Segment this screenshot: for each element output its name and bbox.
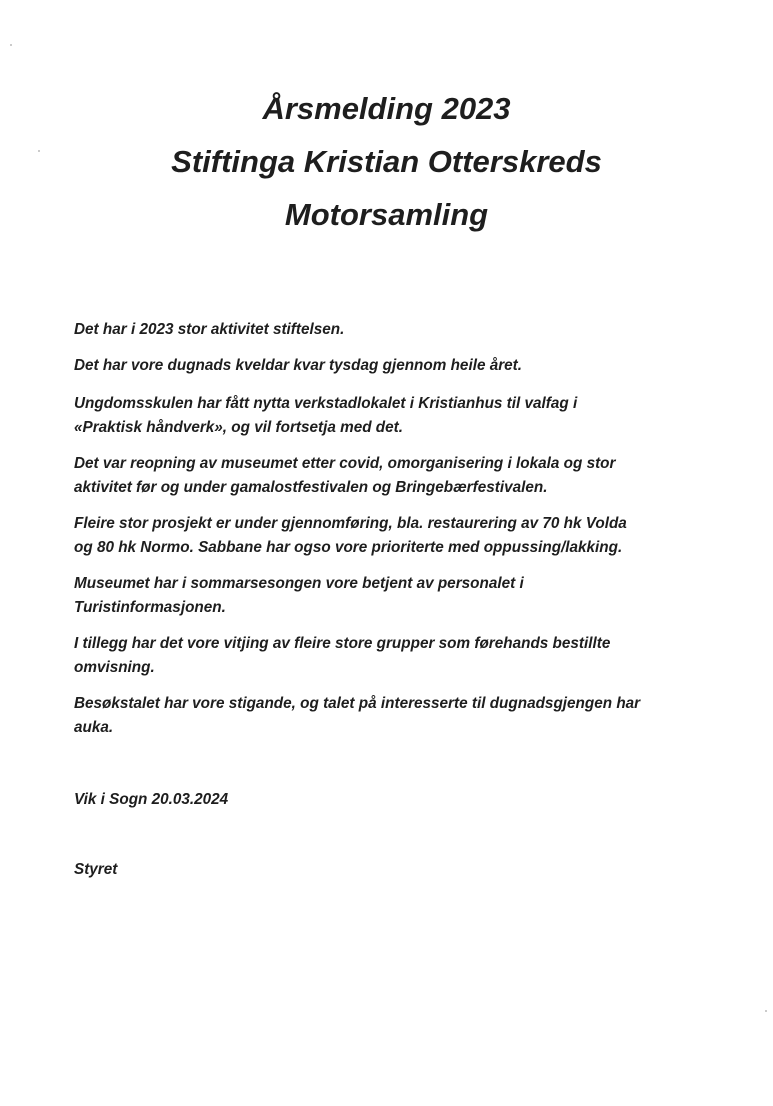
paragraph-1 — [74, 318, 714, 342]
paragraph-line: I tillegg har det vore vitjing av fleire store grupper som førehands bestillte — [74, 635, 611, 652]
paragraph-line: «Praktisk håndverk», og vil fortsetja med det. — [74, 419, 404, 436]
paragraph-line: Fleire stor prosjekt er under gjennomføring, bla. restaurering av 70 hk Volda — [74, 515, 627, 532]
paragraph-4 — [74, 452, 714, 500]
paragraph-line: Museumet har i sommarsesongen vore betjent av personalet i — [74, 575, 524, 592]
paragraph-line: og 80 hk Normo. Sabbane har ogso vore prioriterte med oppussing/lakking. — [74, 539, 623, 556]
paragraph-line: Ungdomsskulen har fått nytta verkstadlokalet i Kristianhus til valfag i — [74, 395, 578, 412]
paragraph-2 — [74, 354, 714, 378]
document-title — [0, 82, 773, 241]
paragraph-line: aktivitet før og under gamalostfestivalen og Bringebærfestivalen. — [74, 479, 548, 496]
paragraph-line: omvisning. — [74, 659, 155, 676]
paragraph-3 — [74, 392, 714, 440]
title-line-3: Motorsamling — [284, 197, 489, 232]
paragraph-5 — [74, 512, 714, 560]
title-line-2: Stiftinga Kristian Otterskreds — [171, 144, 602, 179]
paragraph-line: Turistinformasjonen. — [74, 599, 226, 616]
place-date: Vik i Sogn 20.03.2024 — [74, 791, 229, 808]
paragraph-line: Det har vore dugnads kveldar kvar tysdag gjennom heile året. — [74, 357, 523, 374]
paragraph-8 — [74, 692, 714, 740]
paragraph-6 — [74, 572, 714, 620]
title-line-1: Årsmelding 2023 — [262, 91, 511, 126]
paragraph-line: Det var reopning av museumet etter covid, omorganisering i lokala og stor — [74, 455, 616, 472]
scan-speck — [765, 1010, 767, 1012]
scan-speck — [10, 44, 12, 46]
paragraph-line: Det har i 2023 stor aktivitet stiftelsen. — [74, 321, 345, 338]
signature: Styret — [74, 861, 118, 878]
paragraph-7 — [74, 632, 714, 680]
paragraph-line: Besøkstalet har vore stigande, og talet på interesserte til dugnadsgjengen har — [74, 695, 641, 712]
paragraph-line: auka. — [74, 719, 114, 736]
